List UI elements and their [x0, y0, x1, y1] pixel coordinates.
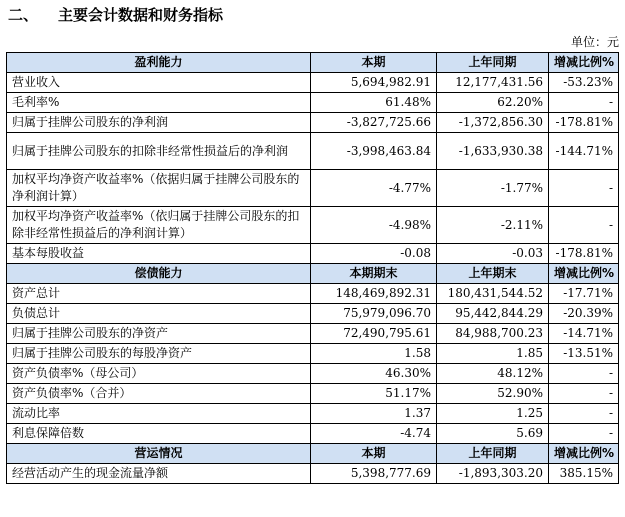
table-row [7, 133, 619, 170]
financial-indicators-table [6, 52, 619, 484]
header-cell-current: 本期期末 [311, 264, 437, 284]
table-row [7, 404, 619, 424]
table-row [7, 464, 619, 484]
row-change: -20.39% [549, 304, 619, 324]
row-change: - [549, 93, 619, 113]
table-row [7, 384, 619, 404]
row-current: -3,998,463.84 [311, 133, 437, 170]
row-change: - [549, 424, 619, 444]
row-label: 加权平均净资产收益率%（依归属于挂牌公司股东的扣除非经常性损益后的净利润计算） [7, 207, 311, 244]
table-row [7, 304, 619, 324]
row-current: 61.48% [311, 93, 437, 113]
row-label: 归属于挂牌公司股东的净利润 [7, 113, 311, 133]
row-label: 归属于挂牌公司股东的扣除非经常性损益后的净利润 [7, 133, 311, 170]
table-row [7, 424, 619, 444]
header-cell-prior: 上年同期 [437, 444, 549, 464]
row-prior: -1,633,930.38 [437, 133, 549, 170]
table-row [7, 364, 619, 384]
row-prior: 95,442,844.29 [437, 304, 549, 324]
section-heading [8, 5, 223, 25]
solvency-header-row [7, 264, 619, 284]
header-cell-prior: 上年同期 [437, 53, 549, 73]
row-change: -53.23% [549, 73, 619, 93]
row-current: 5,694,982.91 [311, 73, 437, 93]
row-prior: 1.85 [437, 344, 549, 364]
row-change: -17.71% [549, 284, 619, 304]
row-prior: -2.11% [437, 207, 549, 244]
section-number: 二、 [8, 6, 39, 24]
row-prior: 180,431,544.52 [437, 284, 549, 304]
header-cell-change: 增减比例% [549, 53, 619, 73]
row-change: -178.81% [549, 244, 619, 264]
profitability-header-row [7, 53, 619, 73]
table-row [7, 244, 619, 264]
row-label: 资产总计 [7, 284, 311, 304]
header-cell-category: 营运情况 [7, 444, 311, 464]
row-current: -0.08 [311, 244, 437, 264]
unit-label: 单位：元 [570, 35, 619, 49]
row-prior: 5.69 [437, 424, 549, 444]
row-current: -3,827,725.66 [311, 113, 437, 133]
row-label: 基本每股收益 [7, 244, 311, 264]
row-prior: 62.20% [437, 93, 549, 113]
section-title: 主要会计数据和财务指标 [58, 6, 224, 24]
row-current: -4.98% [311, 207, 437, 244]
table-row [7, 324, 619, 344]
row-change: - [549, 384, 619, 404]
row-label: 毛利率% [7, 93, 311, 113]
header-cell-current: 本期 [311, 53, 437, 73]
row-current: 1.37 [311, 404, 437, 424]
row-label: 负债总计 [7, 304, 311, 324]
row-label: 资产负债率%（合并） [7, 384, 311, 404]
operations-header-row [7, 444, 619, 464]
table-row [7, 73, 619, 93]
row-change: -178.81% [549, 113, 619, 133]
row-prior: 84,988,700.23 [437, 324, 549, 344]
row-change: 385.15% [549, 464, 619, 484]
row-change: - [549, 207, 619, 244]
row-current: 51.17% [311, 384, 437, 404]
row-current: 75,979,096.70 [311, 304, 437, 324]
row-label: 利息保障倍数 [7, 424, 311, 444]
header-cell-category: 偿债能力 [7, 264, 311, 284]
row-current: -4.77% [311, 170, 437, 207]
row-current: 1.58 [311, 344, 437, 364]
header-cell-change: 增减比例% [549, 444, 619, 464]
row-label: 归属于挂牌公司股东的每股净资产 [7, 344, 311, 364]
row-prior: 12,177,431.56 [437, 73, 549, 93]
row-prior: -0.03 [437, 244, 549, 264]
row-label: 营业收入 [7, 73, 311, 93]
row-prior: 1.25 [437, 404, 549, 424]
table-row [7, 207, 619, 244]
row-change: - [549, 170, 619, 207]
row-prior: -1,893,303.20 [437, 464, 549, 484]
row-change: -13.51% [549, 344, 619, 364]
row-prior: 52.90% [437, 384, 549, 404]
row-prior: 48.12% [437, 364, 549, 384]
row-label: 加权平均净资产收益率%（依据归属于挂牌公司股东的净利润计算） [7, 170, 311, 207]
row-label: 资产负债率%（母公司） [7, 364, 311, 384]
header-cell-category: 盈利能力 [7, 53, 311, 73]
row-label: 流动比率 [7, 404, 311, 424]
row-current: 46.30% [311, 364, 437, 384]
row-current: -4.74 [311, 424, 437, 444]
header-cell-change: 增减比例% [549, 264, 619, 284]
row-current: 72,490,795.61 [311, 324, 437, 344]
table-row [7, 284, 619, 304]
row-label: 经营活动产生的现金流量净额 [7, 464, 311, 484]
row-change: -14.71% [549, 324, 619, 344]
table-row [7, 113, 619, 133]
table-row [7, 93, 619, 113]
header-cell-prior: 上年期末 [437, 264, 549, 284]
row-change: - [549, 404, 619, 424]
row-change: - [549, 364, 619, 384]
table-row [7, 344, 619, 364]
table-row [7, 170, 619, 207]
header-cell-current: 本期 [311, 444, 437, 464]
row-current: 5,398,777.69 [311, 464, 437, 484]
row-label: 归属于挂牌公司股东的净资产 [7, 324, 311, 344]
row-current: 148,469,892.31 [311, 284, 437, 304]
row-change: -144.71% [549, 133, 619, 170]
row-prior: -1.77% [437, 170, 549, 207]
row-prior: -1,372,856.30 [437, 113, 549, 133]
